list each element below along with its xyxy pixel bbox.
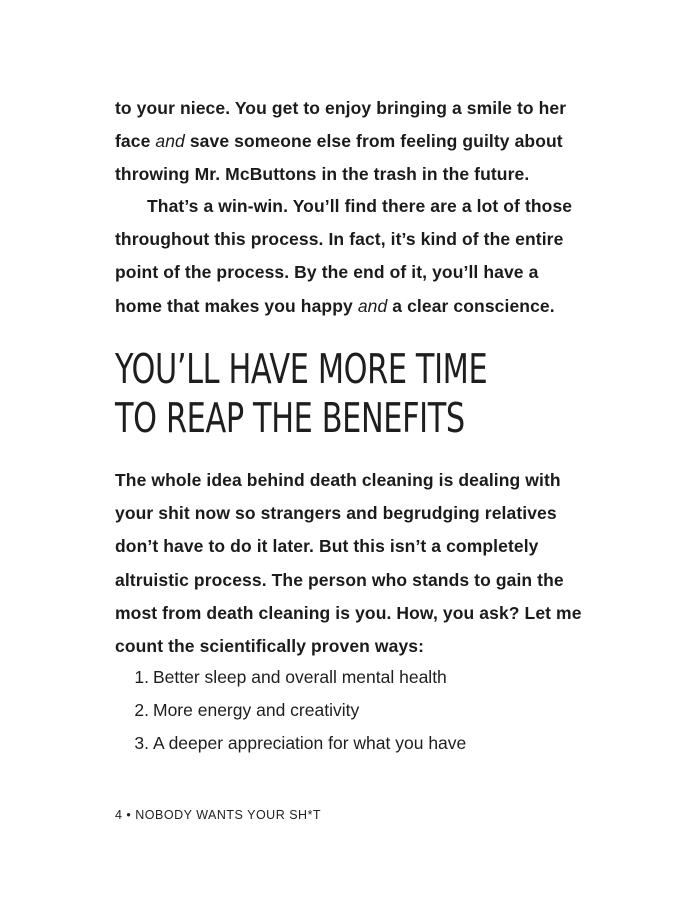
list-item xyxy=(115,694,595,727)
section-heading xyxy=(115,345,488,443)
emphasis: and xyxy=(155,131,185,152)
list-item xyxy=(115,727,595,760)
text-run: face xyxy=(115,131,156,152)
list-number: 2. xyxy=(134,700,149,721)
text-line: The whole idea behind death cleaning is dealing with xyxy=(115,470,561,490)
text-line: your shit now so strangers and begrudging relatives xyxy=(115,503,557,524)
list-item xyxy=(115,661,595,694)
list-text: Better sleep and overall mental health xyxy=(153,667,447,687)
text-line xyxy=(115,125,595,158)
benefits-list xyxy=(115,661,595,761)
text-line: count the scientifically proven ways: xyxy=(115,636,425,657)
page-footer: 4 • NOBODY WANTS YOUR SH*T xyxy=(115,808,322,822)
heading-line: TO REAP THE BENEFITS xyxy=(115,394,465,442)
paragraph-win-win xyxy=(115,190,595,323)
text-line: throwing Mr. McButtons in the trash in the future. xyxy=(115,164,530,185)
text-line xyxy=(115,290,595,323)
list-number: 3. xyxy=(134,733,149,754)
text-run: a clear conscience. xyxy=(387,295,555,316)
paragraph-death-cleaning xyxy=(115,464,595,663)
text-line: point of the process. By the end of it, you’ll have a xyxy=(115,262,539,283)
text-line: don’t have to do it later. But this isn’t a completely xyxy=(115,536,539,557)
emphasis: and xyxy=(357,295,388,316)
text-run: home that makes you happy xyxy=(115,295,358,316)
list-text: More energy and creativity xyxy=(153,700,360,721)
text-run: save someone else from feeling guilty about xyxy=(184,131,563,152)
text-line: throughout this process. In fact, it’s kind of the entire xyxy=(115,229,564,250)
list-text: A deeper appreciation for what you have xyxy=(153,733,467,754)
paragraph-continued xyxy=(115,92,595,192)
text-line: most from death cleaning is you. How, you ask? Let me xyxy=(115,602,582,623)
text-line: That’s a win-win. You’ll find there are a lot of those xyxy=(147,196,573,216)
text-line: to your niece. You get to enjoy bringing a smile to her xyxy=(115,98,567,118)
heading-line: YOU’LL HAVE MORE TIME xyxy=(115,345,488,393)
text-line: altruistic process. The person who stands to gain the xyxy=(115,569,564,590)
list-number: 1. xyxy=(134,667,149,687)
